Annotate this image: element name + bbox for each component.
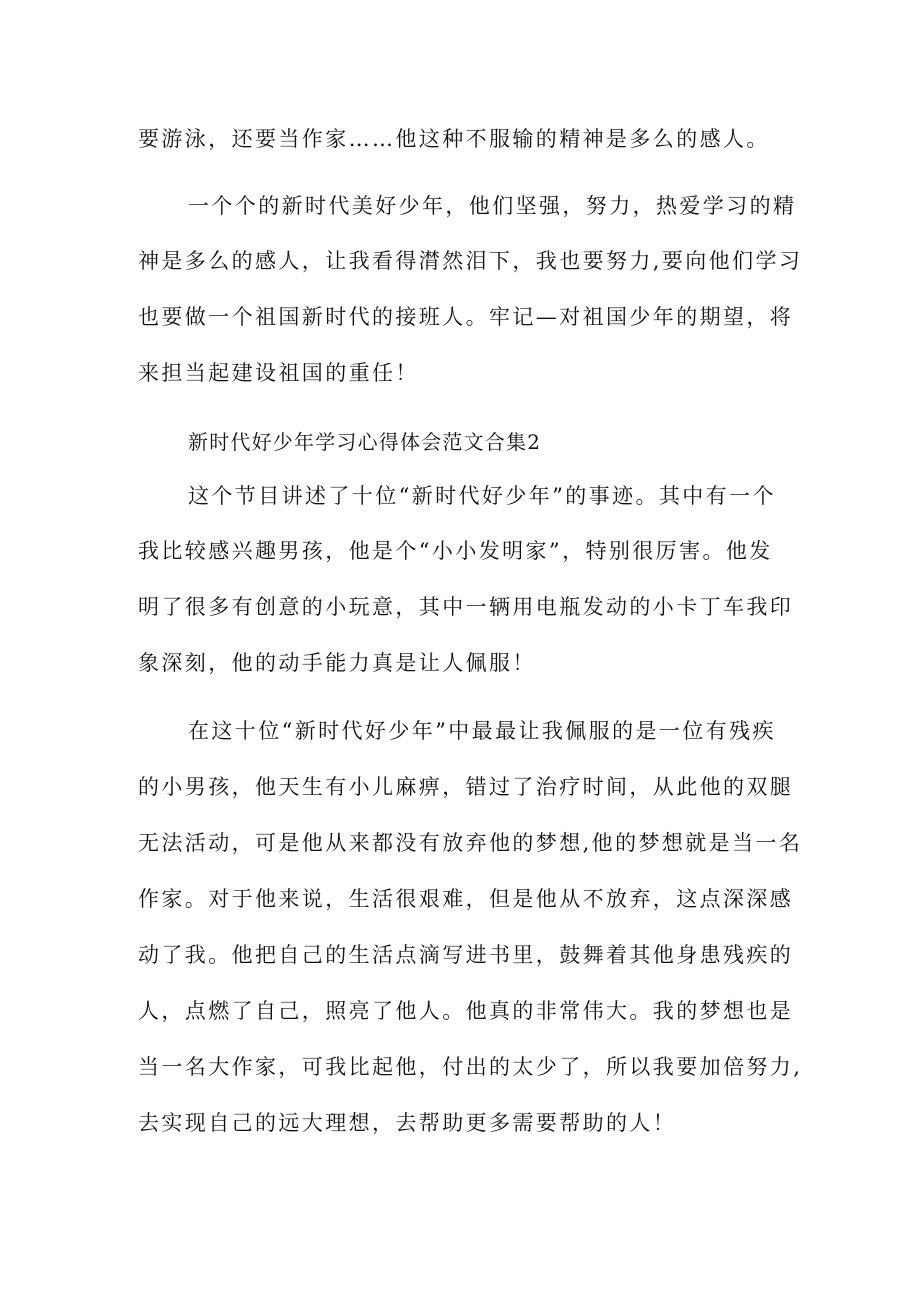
paragraph-line: 当一名大作家，可我比起他，付出的太少了，所以我要加倍努力, (138, 1055, 803, 1079)
paragraph-line: 人，点燃了自己，照亮了他人。他真的非常伟大。我的梦想也是 (138, 999, 794, 1023)
paragraph-line: 作家。对于他来说，生活很艰难，但是他从不放弃，这点深深感 (138, 887, 794, 911)
paragraph-line: 神是多么的感人，让我看得潸然泪下，我也要努力,要向他们学习 (138, 249, 803, 273)
paragraph-line: 要游泳，还要当作家……他这种不服输的精神是多么的感人。 (138, 127, 770, 151)
paragraph-line: 象深刻，他的动手能力真是让人佩服！ (138, 651, 536, 675)
paragraph-line: 在这十位“新时代好少年”中最最让我佩服的是一位有残疾 (188, 719, 776, 743)
paragraph-line: 一个个的新时代美好少年，他们坚强，努力，热爱学习的精 (188, 194, 797, 218)
paragraph-line: 动了我。他把自己的生活点滴写进书里，鼓舞着其他身患残疾的 (138, 943, 794, 967)
paragraph-line: 我比较感兴趣男孩，他是个“小小发明家”，特别很厉害。他发 (138, 539, 773, 563)
paragraph-line: 明了很多有创意的小玩意，其中一辆用电瓶发动的小卡丁车我印 (138, 595, 794, 619)
section-title: 新时代好少年学习心得体会范文合集2 (188, 430, 542, 454)
paragraph-line: 这个节目讲述了十位“新时代好少年”的事迹。其中有一个 (188, 484, 776, 508)
paragraph-line: 去实现自己的远大理想，去帮助更多需要帮助的人！ (138, 1111, 677, 1135)
paragraph-line: 也要做一个祖国新时代的接班人。牢记—对祖国少年的期望，将 (138, 305, 794, 329)
paragraph-line: 来担当起建设祖国的重任！ (138, 361, 419, 385)
paragraph-line: 无法活动，可是他从来都没有放弃他的梦想,他的梦想就是当一名 (138, 831, 803, 855)
paragraph-line: 的小男孩，他天生有小儿麻痹，错过了治疗时间，从此他的双腿 (138, 775, 794, 799)
